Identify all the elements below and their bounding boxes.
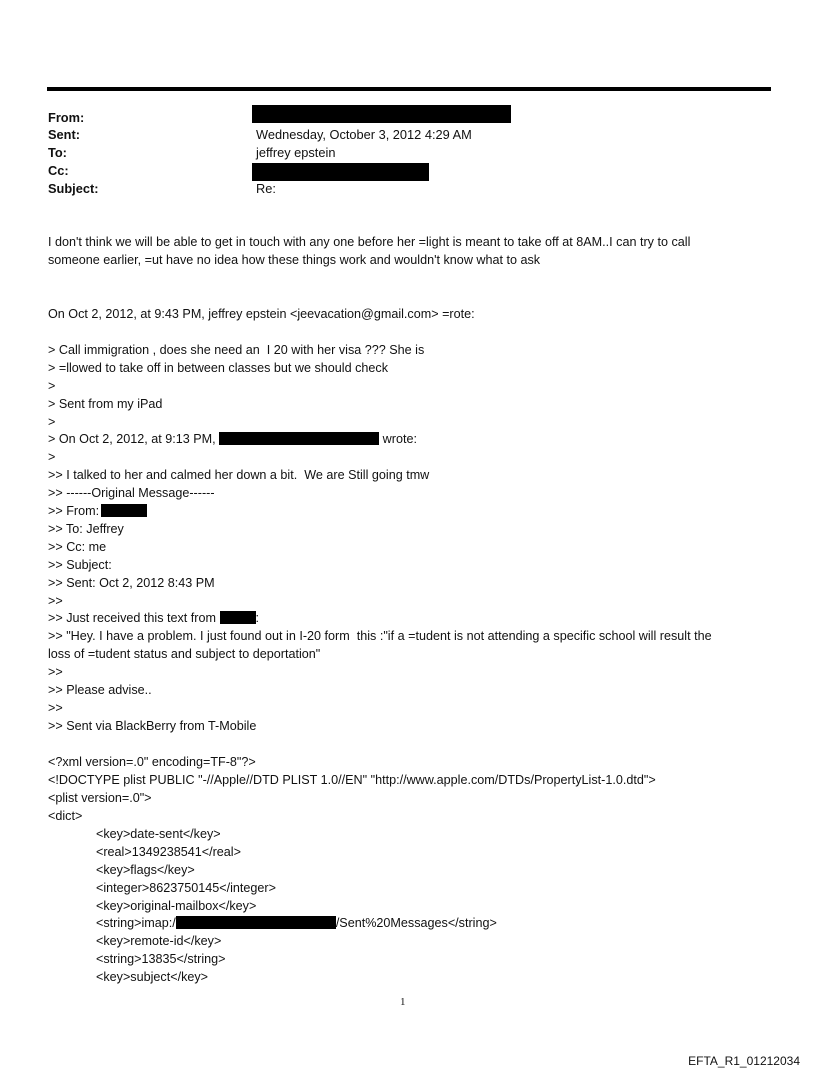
from-label: From: — [48, 110, 85, 125]
quoted-text: >> From: — [48, 504, 100, 518]
xml-line: <string>13835</string> — [96, 952, 226, 966]
quoted-line: >> ------Original Message------ — [48, 486, 215, 500]
xml-line: <real>1349238541</real> — [96, 845, 241, 859]
xml-text: /Sent%20Messages</string> — [335, 916, 497, 930]
xml-line: <key>date-sent</key> — [96, 827, 221, 841]
quoted-line: >> Please advise.. — [48, 683, 152, 697]
from-name-redaction — [101, 504, 147, 517]
quoted-line: >> Sent: Oct 2, 2012 8:43 PM — [48, 576, 215, 590]
quoted-line: > — [48, 450, 56, 464]
subject-label: Subject: — [48, 181, 99, 196]
xml-line — [96, 915, 497, 931]
sender-redaction — [219, 432, 379, 445]
text-sender-redaction — [220, 611, 256, 624]
xml-line: <!DOCTYPE plist PUBLIC "-//Apple//DTD PLIST 1.0//EN" "http://www.apple.com/DTDs/PropertyList-1.0.dtd"> — [48, 773, 656, 787]
body-line: I don't think we will be able to get in touch with any one before her =light is meant to take off at 8AM..I can try to call — [48, 235, 691, 249]
xml-line: <key>flags</key> — [96, 863, 195, 877]
quoted-line — [48, 610, 259, 626]
page-number: 1 — [400, 996, 406, 1008]
quoted-text: wrote: — [382, 432, 417, 446]
cc-label: Cc: — [48, 163, 69, 178]
xml-line: <dict> — [48, 809, 83, 823]
xml-line: <?xml version=.0" encoding=TF-8"?> — [48, 755, 256, 769]
subject-value: Re: — [256, 181, 276, 196]
quoted-line: >> — [48, 594, 63, 608]
quoted-line — [48, 431, 417, 447]
to-label: To: — [48, 145, 67, 160]
quoted-line — [48, 503, 147, 519]
sent-value: Wednesday, October 3, 2012 4:29 AM — [256, 127, 472, 142]
quoted-line: loss of =tudent status and subject to deportation" — [48, 647, 321, 661]
quoted-line: > Call immigration , does she need an I 20 with her visa ??? She is — [48, 343, 425, 357]
quoted-line: >> "Hey. I have a problem. I just found out in I-20 form this :"if a =tudent is not attending a specific school will result the — [48, 629, 712, 643]
quoted-line: > — [48, 379, 56, 393]
quote-intro: On Oct 2, 2012, at 9:43 PM, jeffrey epstein <jeevacation@gmail.com> =rote: — [48, 307, 475, 321]
mailbox-redaction — [176, 916, 336, 929]
body-line: someone earlier, =ut have no idea how these things work and wouldn't know what to ask — [48, 253, 541, 267]
bates-number: EFTA_R1_01212034 — [688, 1054, 800, 1068]
sent-label: Sent: — [48, 127, 80, 142]
quoted-line: > — [48, 415, 56, 429]
xml-line: <plist version=.0"> — [48, 791, 152, 805]
quoted-line: >> Subject: — [48, 558, 112, 572]
xml-line: <key>original-mailbox</key> — [96, 899, 257, 913]
quoted-line: > Sent from my iPad — [48, 397, 163, 411]
quoted-text: : — [255, 611, 259, 625]
quoted-line: >> I talked to her and calmed her down a bit. We are Still going tmw — [48, 468, 430, 482]
xml-text: <string>imap:/ — [96, 916, 176, 930]
quoted-text: >> Just received this text from — [48, 611, 216, 625]
xml-line: <key>subject</key> — [96, 970, 209, 984]
quoted-line: >> — [48, 665, 63, 679]
to-value: jeffrey epstein — [256, 145, 336, 160]
xml-line: <key>remote-id</key> — [96, 934, 222, 948]
quoted-text: > On Oct 2, 2012, at 9:13 PM, — [48, 432, 216, 446]
quoted-line: >> Cc: me — [48, 540, 107, 554]
xml-line: <integer>8623750145</integer> — [96, 881, 276, 895]
quoted-line: >> To: Jeffrey — [48, 522, 124, 536]
from-redaction — [252, 105, 511, 123]
quoted-line: > =llowed to take off in between classes but we should check — [48, 361, 389, 375]
quoted-line: >> — [48, 701, 63, 715]
header-rule — [47, 87, 771, 91]
quoted-line: >> Sent via BlackBerry from T-Mobile — [48, 719, 257, 733]
cc-redaction — [252, 163, 429, 181]
